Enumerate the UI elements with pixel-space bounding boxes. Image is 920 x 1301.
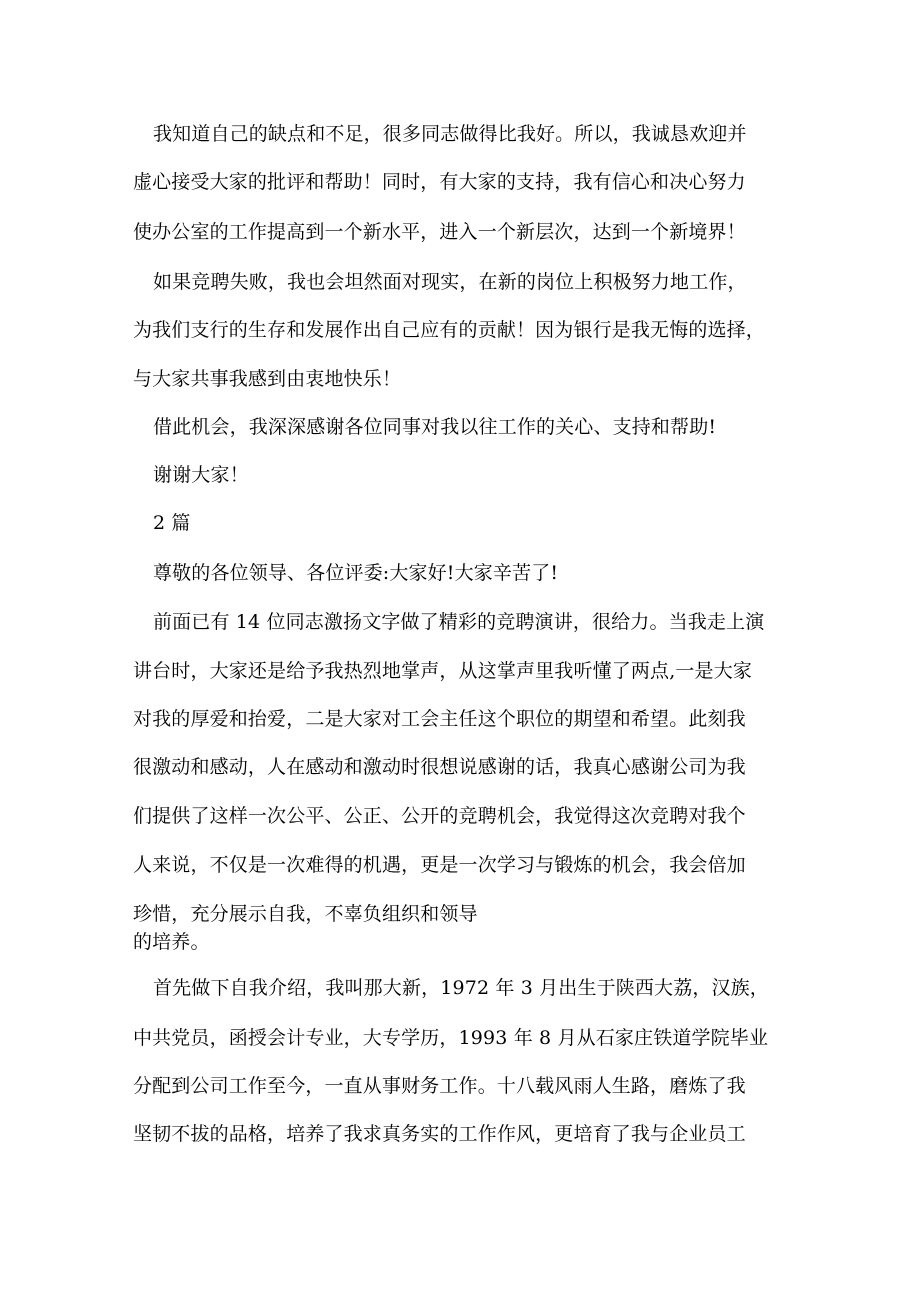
text-line: 坚韧不拔的品格，培养了我求真务实的工作作风，更培育了我与企业员工	[133, 1123, 746, 1145]
text-line: 珍惜，充分展示自我，不辜负组织和领导	[133, 903, 478, 925]
text-line: 谢谢大家！	[153, 464, 249, 486]
text-line: 中共党员，函授会计专业，大专学历，1993 年 8 月从石家庄铁道学院毕业	[133, 1027, 769, 1049]
text-line: 很激动和感动，人在感动和激动时很想说感谢的话，我真心感谢公司为我	[133, 756, 746, 778]
text-line: 人来说，不仅是一次难得的机遇，更是一次学习与锻炼的机会，我会倍加	[133, 854, 746, 876]
text-line: 讲台时，大家还是给予我热烈地掌声，从这掌声里我听懂了两点,一是大家	[133, 660, 752, 682]
text-line: 借此机会，我深深感谢各位同事对我以往工作的关心、支持和帮助!	[153, 416, 717, 438]
text-line: 对我的厚爱和抬爱，二是大家对工会主任这个职位的期望和希望。此刻我	[133, 708, 746, 730]
text-line: 使办公室的工作提高到一个新水平，进入一个新层次，达到一个新境界！	[133, 221, 746, 243]
text-line: 虚心接受大家的批评和帮助！同时，有大家的支持，我有信心和决心努力	[133, 171, 746, 193]
section-heading: 2 篇	[153, 512, 191, 534]
text-line: 尊敬的各位领导、各位评委:大家好!大家辛苦了!	[153, 562, 559, 584]
text-line: 我知道自己的缺点和不足，很多同志做得比我好。所以，我诚恳欢迎并	[153, 123, 747, 145]
text-line: 的培养。	[133, 931, 210, 953]
text-line: 为我们支行的生存和发展作出自己应有的贡献！因为银行是我无悔的选择，	[133, 319, 765, 341]
text-line: 如果竞聘失败，我也会坦然面对现实，在新的岗位上积极努力地工作，	[153, 271, 747, 293]
text-line: 首先做下自我介绍，我叫那大新，1972 年 3 月出生于陕西大荔，汉族，	[153, 977, 769, 999]
text-line: 前面已有 14 位同志激扬文字做了精彩的竞聘演讲，很给力。当我走上演	[153, 611, 765, 633]
text-line: 们提供了这样一次公平、公正、公开的竞聘机会，我觉得这次竞聘对我个	[133, 805, 746, 827]
text-line: 分配到公司工作至今，一直从事财务工作。十八载风雨人生路，磨炼了我	[133, 1075, 746, 1097]
text-line: 与大家共事我感到由衷地快乐！	[133, 368, 402, 390]
